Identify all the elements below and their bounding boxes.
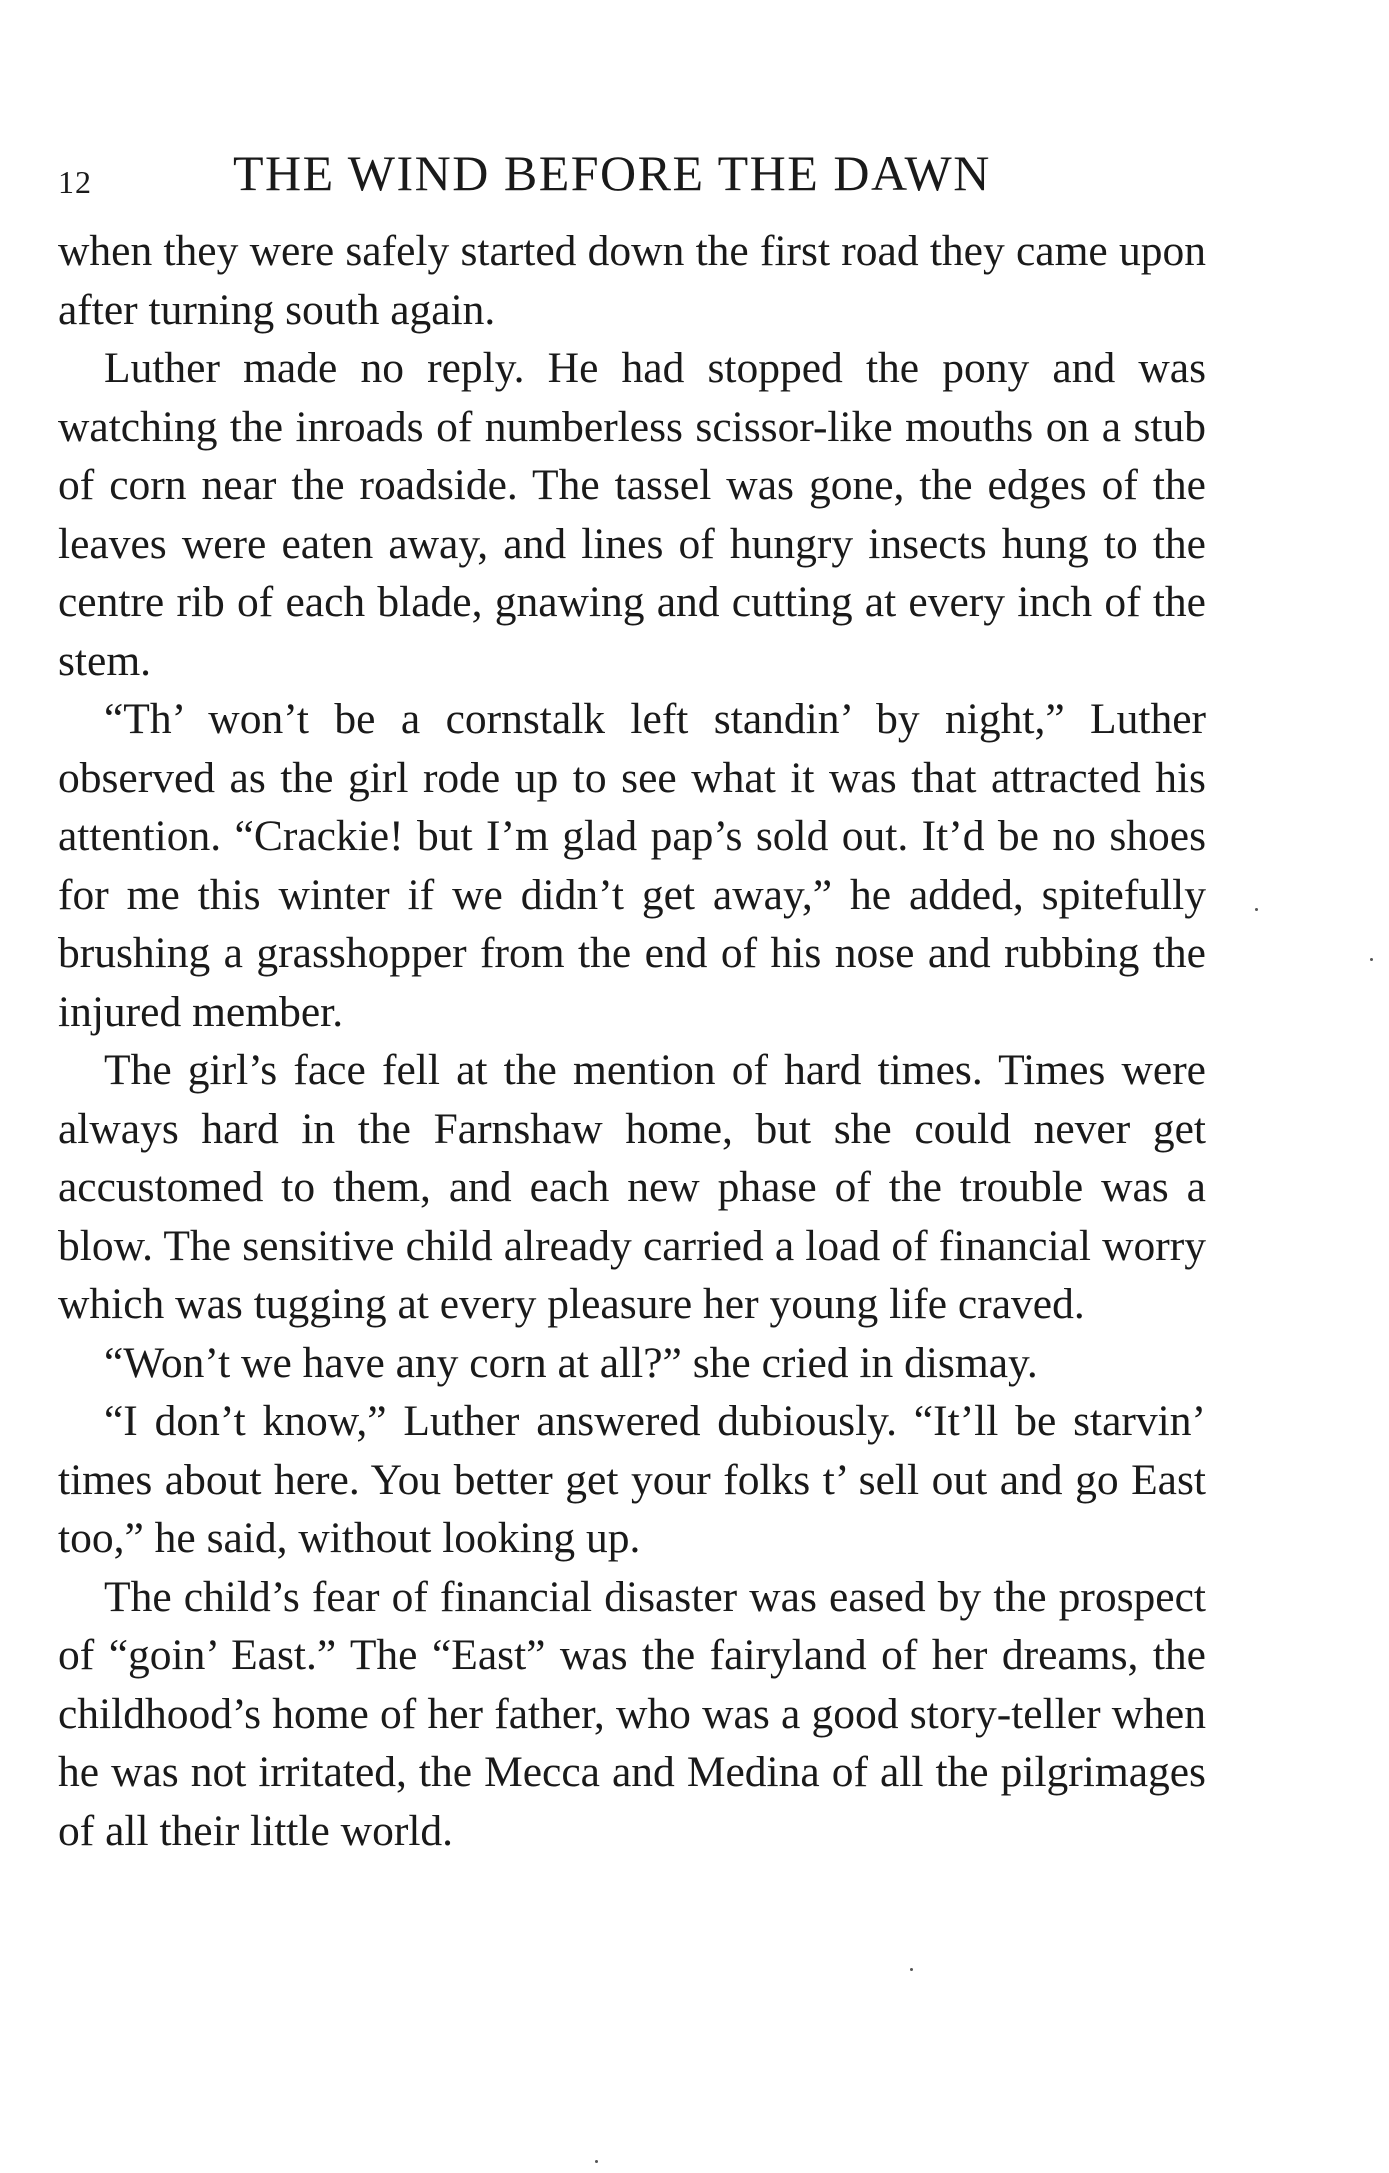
scan-speck xyxy=(1370,958,1373,961)
scan-speck xyxy=(595,2160,598,2163)
paragraph: “Won’t we have any corn at all?” she cried in dismay. xyxy=(104,1338,1038,1387)
paragraph: “Th’ won’t be a cornstalk left standin’ by night,” Luther observed as the girl rode up to see what it was that attracted his attention. “Crackie! but I’m glad pap’s sold out. It’d be no shoes for me this winter if we didn’t get away,” he added, spitefully brushing a grasshopper from the end of his nose and rubbing the injured member. xyxy=(58,695,1206,1036)
page-number: 12 xyxy=(58,164,92,200)
running-head xyxy=(58,142,1206,212)
paragraph: Luther made no reply. He had stopped the pony and was watching the inroads of numberless scissor-like mouths on a stub of corn near the roadside. The tassel was gone, the edges of the leaves were eaten away, and lines of hungry insects hung to the centre rib of each blade, gnawing and cutting at every inch of the stem. xyxy=(58,344,1206,685)
paragraph: “I don’t know,” Luther answered dubiously. “It’ll be starvin’ times about here. You better get your folks t’ sell out and go East too,” he said, without looking up. xyxy=(58,1397,1206,1562)
paragraph-continued: when they were safely started down the first road they came upon after turning south again. xyxy=(58,227,1206,334)
paragraph: The girl’s face fell at the mention of hard times. Times were always hard in the Farnshaw home, but she could never get accustomed to them, and each new phase of the trouble was a blow. The sensitive child already carried a load of financial worry which was tugging at every pleasure her young life craved. xyxy=(58,1046,1206,1328)
scan-speck xyxy=(910,1968,913,1971)
paragraph: The child’s fear of financial disaster was eased by the prospect of “goin’ East.” The “East” was the fairyland of her dreams, the childhood’s home of her father, who was a good story-teller when he was not irritated, the Mecca and Medina of all the pilgrimages of all their little world. xyxy=(58,1572,1206,1855)
running-title: THE WIND BEFORE THE DAWN xyxy=(233,145,991,201)
book-page xyxy=(58,142,1206,1860)
scan-speck xyxy=(1255,908,1258,911)
body-text xyxy=(58,222,1206,1860)
